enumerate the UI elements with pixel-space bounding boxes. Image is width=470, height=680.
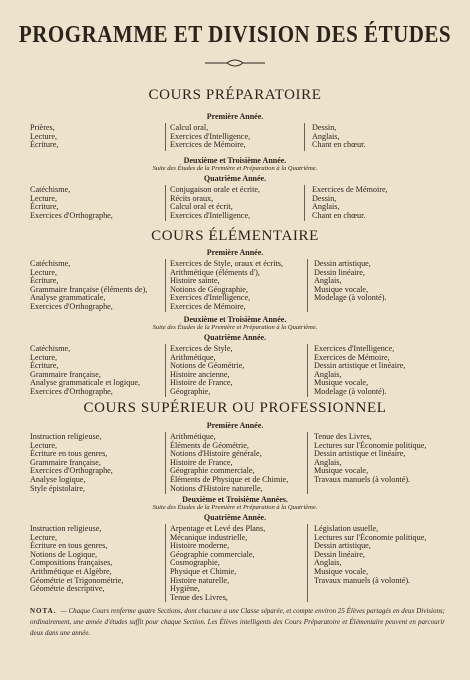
subject: Géométrie et Trigonométrie, <box>30 575 124 585</box>
section-title-elementaire: COURS ÉLÉMENTAIRE <box>151 228 319 244</box>
nota-paragraph <box>30 606 445 639</box>
subject: Musique vocale, <box>314 284 369 294</box>
subject: Dessin linéaire, <box>314 549 365 559</box>
year-heading: Première Année. <box>206 112 264 121</box>
subject: Tenue des Livres, <box>170 592 228 602</box>
subject: Dessin, <box>312 193 337 203</box>
subject: Écriture, <box>30 140 59 150</box>
subject: Anglais, <box>314 558 342 568</box>
subject: Anglais, <box>312 131 340 141</box>
column-right <box>312 186 388 220</box>
column-right <box>314 345 405 397</box>
column-middle <box>170 260 283 312</box>
subject: Histoire naturelle, <box>170 575 230 585</box>
section-title-preparatoire: COURS PRÉPARATOIRE <box>148 87 322 103</box>
subject: Arithmétique et Algèbre, <box>30 566 112 576</box>
subject: Lecture, <box>30 131 58 141</box>
subject: Lecture, <box>30 267 58 277</box>
year-heading: Quatrième Année. <box>203 174 267 183</box>
subject: Anglais, <box>312 202 340 212</box>
subject: Géographie, <box>170 386 211 396</box>
subject: Notions de Géométrie, <box>170 361 245 371</box>
subject: Histoire de France, <box>170 457 233 467</box>
subject: Analyse logique, <box>30 474 86 484</box>
column-middle <box>170 186 260 220</box>
subject: Géographie commerciale, <box>170 466 255 476</box>
column-divider <box>307 524 308 602</box>
subject: Lecture, <box>30 440 58 450</box>
subject: Notions d'Histoire naturelle, <box>170 483 263 493</box>
subject: Histoire de France, <box>170 378 233 388</box>
column-divider <box>165 524 166 602</box>
subject: Éléments de Géométrie, <box>170 440 249 450</box>
subject: Travaux manuels (à volonté). <box>314 474 411 484</box>
column-divider <box>307 344 308 397</box>
subject: Écriture en tous genres, <box>30 449 108 459</box>
subject: Exercices d'Orthographe, <box>30 210 113 220</box>
subject: Lecture, <box>30 193 58 203</box>
year-heading: Quatrième Année. <box>203 333 267 342</box>
subject: Dessin artistique, <box>314 259 371 268</box>
subject: Dessin artistique et linéaire, <box>314 361 406 371</box>
subject: Histoire sainte, <box>170 276 220 286</box>
column-right <box>314 525 426 585</box>
column-left <box>30 186 113 220</box>
subject: Histoire ancienne, <box>170 369 230 379</box>
subject: Calcul oral et écrit, <box>170 202 233 212</box>
subject: Tenue des Livres, <box>314 432 372 441</box>
subject: Exercices de Style, <box>170 344 233 353</box>
column-divider <box>165 123 166 151</box>
suite-note: Suite des Études de la Première et Préparation à la Quatrième. <box>152 504 318 511</box>
subject: Écriture, <box>30 276 59 286</box>
subject: Récits oraux, <box>170 193 214 203</box>
subject: Musique vocale, <box>314 378 369 388</box>
subject: Arithmétique (éléments d'), <box>170 267 260 277</box>
column-divider <box>165 259 166 312</box>
subject: Analyse grammaticale, <box>30 293 106 303</box>
page-title: PROGRAMME ET DIVISION DES ÉTUDES <box>18 20 452 48</box>
column-left <box>30 124 58 150</box>
subject: Anglais, <box>314 457 342 467</box>
subject: Lectures sur l'Économie politique, <box>314 532 427 542</box>
column-left <box>30 260 147 312</box>
column-divider <box>304 123 305 151</box>
subject: Chant en chœur. <box>312 210 366 220</box>
nota-text: — Chaque Cours renferme quatre Sections, dont chacune a une Classe séparée, et compte environ 25 Élèves partagés en deux Divisions; ordinairement, une année d'études suffit pour chaque Section. Les Élèves intelligents des Cours Préparatoire et Élémentaire peuvent en parcourir deux dans une année. <box>30 607 446 637</box>
subject: Lecture, <box>30 352 58 362</box>
subject: Exercices d'Orthographe, <box>30 301 113 311</box>
subject: Exercices d'Intelligence, <box>314 344 395 353</box>
subject: Exercices d'Orthographe, <box>30 386 113 396</box>
subject: Calcul oral, <box>170 123 209 132</box>
year-heading: Quatrième Année. <box>203 513 267 522</box>
subject: Arpentage et Levé des Plans, <box>170 524 266 533</box>
column-divider <box>165 432 166 494</box>
subject: Exercices de Mémoire, <box>170 140 246 150</box>
column-middle <box>170 345 244 397</box>
subject: Anglais, <box>314 276 342 286</box>
column-middle <box>170 433 288 493</box>
subject: Exercices de Mémoire, <box>314 352 390 362</box>
subject: Catéchisme, <box>30 344 71 353</box>
subject: Géographie commerciale, <box>170 549 255 559</box>
year-heading: Première Année. <box>206 248 264 257</box>
nota-label: NOTA. <box>30 607 57 615</box>
subject: Lectures sur l'Économie politique, <box>314 440 427 450</box>
column-right <box>314 260 387 303</box>
subject: Arithmétique, <box>170 432 216 441</box>
subject: Conjugaison orale et écrite, <box>170 185 261 194</box>
subject: Écriture en tous genres, <box>30 541 108 551</box>
subject: Arithmétique, <box>170 352 216 362</box>
suite-note: Suite des Études de la Première et Préparation à la Quatrième. <box>152 165 318 172</box>
subject: Catéchisme, <box>30 185 71 194</box>
column-divider <box>165 185 166 221</box>
subject: Modelage (à volonté). <box>314 293 387 303</box>
subject: Notions d'Histoire générale, <box>170 449 262 459</box>
subject: Législation usuelle, <box>314 524 379 533</box>
subject: Exercices d'Intelligence, <box>170 131 251 141</box>
subject: Exercices de Style, oraux et écrits, <box>170 259 283 268</box>
subject: Modelage (à volonté). <box>314 386 387 396</box>
subject: Dessin, <box>312 123 337 132</box>
subject: Écriture, <box>30 202 59 212</box>
subject: Prières, <box>30 123 55 132</box>
subject: Notions de Géographie, <box>170 284 248 294</box>
subject: Chant en chœur. <box>312 140 366 150</box>
subject: Catéchisme, <box>30 259 71 268</box>
subject: Physique et Chimie, <box>170 566 237 576</box>
column-divider <box>165 344 166 397</box>
subject: Cosmographie, <box>170 558 220 568</box>
subject: Notions de Logique, <box>30 549 98 559</box>
subject: Style épistolaire, <box>30 483 86 493</box>
subject: Instruction religieuse, <box>30 432 102 441</box>
column-divider <box>307 432 308 494</box>
subject: Géométrie descriptive, <box>30 584 105 594</box>
suite-note: Suite des Études de la Première et Préparation à la Quatrième. <box>152 324 318 331</box>
column-left <box>30 345 140 397</box>
column-right <box>312 124 365 150</box>
subject: Anglais, <box>314 369 342 379</box>
subject: Exercices d'Orthographe, <box>30 466 113 476</box>
subject: Grammaire française, <box>30 457 101 467</box>
subject: Mécanique industrielle, <box>170 532 248 542</box>
subject: Éléments de Physique et de Chimie, <box>170 474 289 484</box>
subject: Musique vocale, <box>314 566 369 576</box>
section-title-superieur: COURS SUPÉRIEUR OU PROFESSIONNEL <box>83 400 387 416</box>
year-heading: Deuxième et Troisième Année. <box>183 315 287 324</box>
column-middle <box>170 124 250 150</box>
column-left <box>30 525 123 594</box>
subject: Dessin artistique, <box>314 541 371 551</box>
subject: Musique vocale, <box>314 466 369 476</box>
subject: Analyse grammaticale et logique, <box>30 378 141 388</box>
subject: Lecture, <box>30 532 58 542</box>
subject: Dessin artistique et linéaire, <box>314 449 406 459</box>
subject: Travaux manuels (à volonté). <box>314 575 411 585</box>
year-heading: Première Année. <box>206 421 264 430</box>
column-left <box>30 433 113 493</box>
subject: Instruction religieuse, <box>30 524 102 533</box>
subject: Grammaire française, <box>30 369 101 379</box>
subject: Exercices d'Intelligence, <box>170 293 251 303</box>
column-middle <box>170 525 265 602</box>
subject: Hygiène, <box>170 584 200 594</box>
column-divider <box>304 185 305 221</box>
subject: Histoire moderne, <box>170 541 230 551</box>
year-heading: Deuxième et Troisième Année. <box>183 156 287 165</box>
subject: Exercices de Mémoire, <box>170 301 246 311</box>
year-heading: Deuxième et Troisième Années. <box>182 495 288 504</box>
subject: Exercices d'Intelligence, <box>170 210 251 220</box>
subject: Exercices de Mémoire, <box>312 185 388 194</box>
subject: Écriture, <box>30 361 59 371</box>
ornament-divider <box>205 58 265 68</box>
subject: Dessin linéaire, <box>314 267 365 277</box>
subject: Compositions françaises, <box>30 558 113 568</box>
subject: Grammaire française (éléments de), <box>30 284 148 294</box>
column-divider <box>307 259 308 312</box>
column-right <box>314 433 426 485</box>
